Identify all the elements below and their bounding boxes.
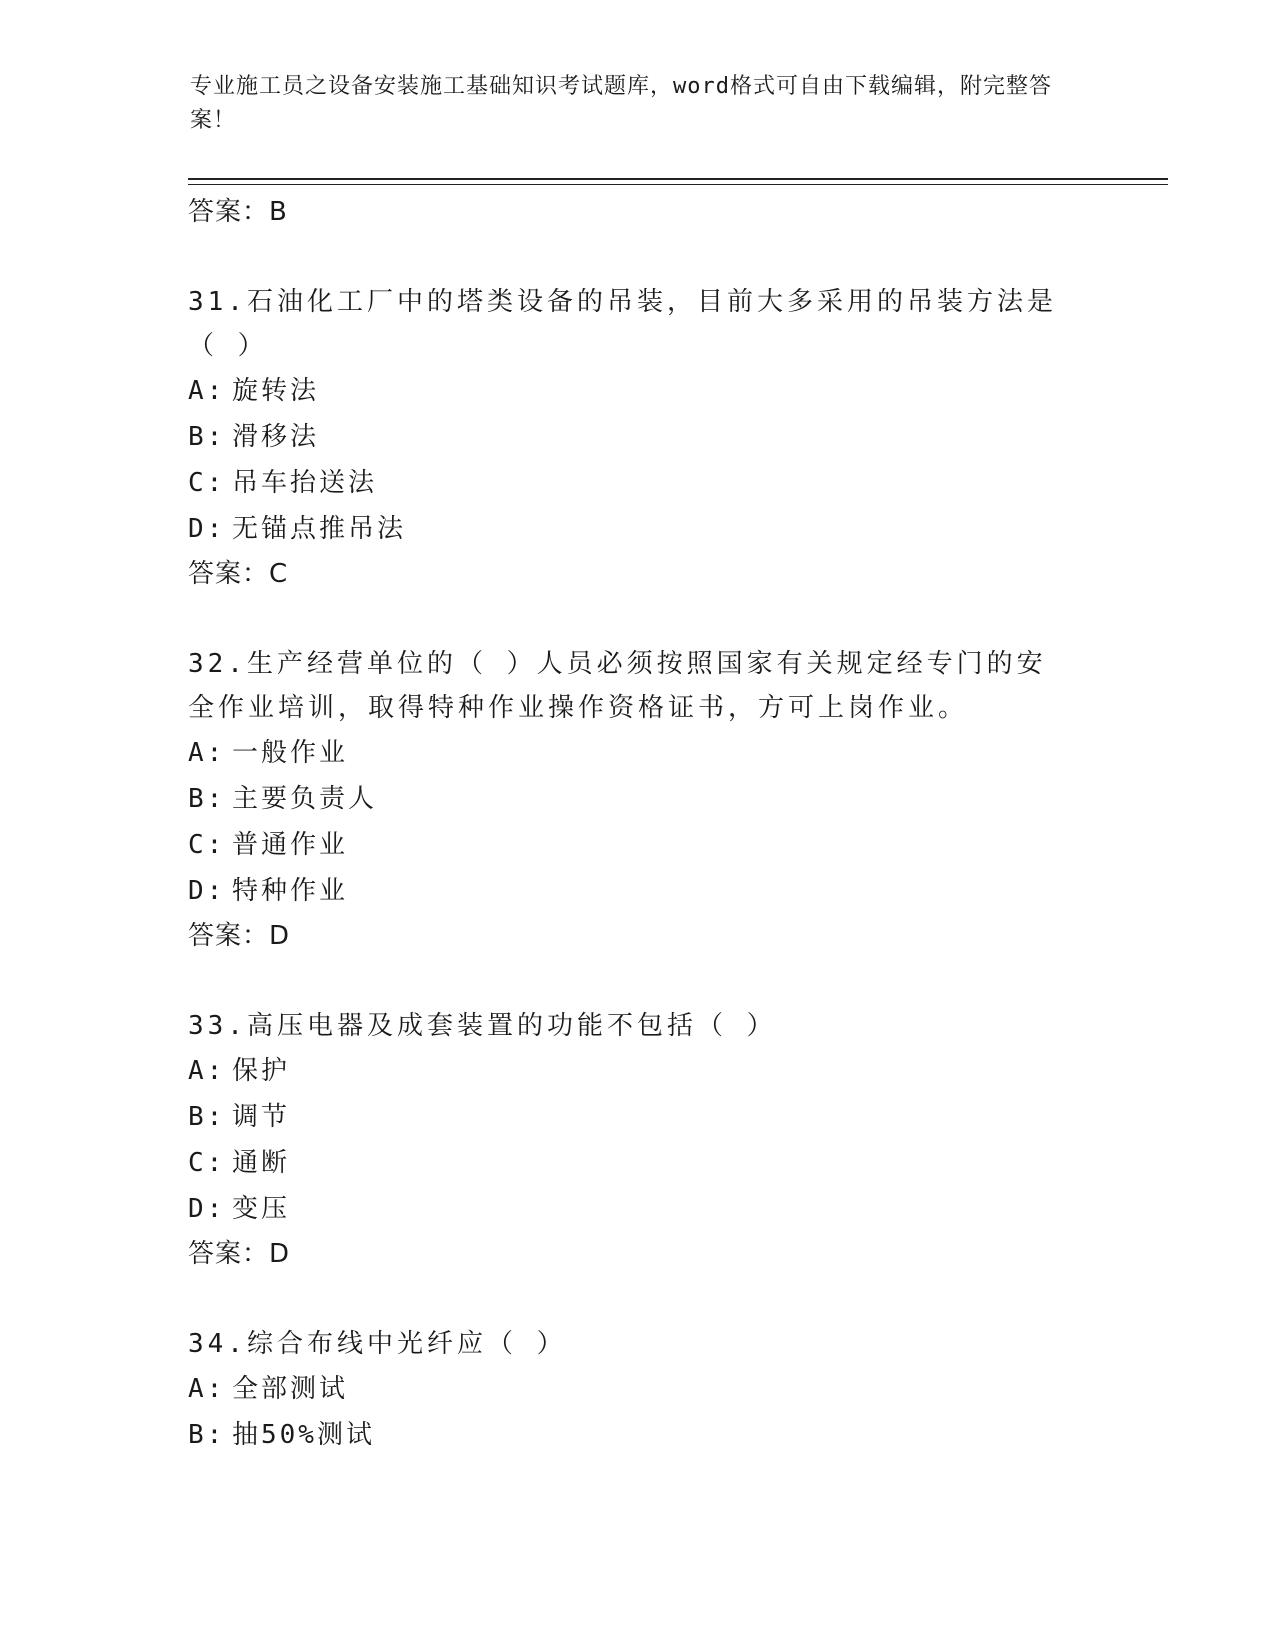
option-a: A: 全部测试 (188, 1374, 349, 1404)
answer-text: 答案：D (188, 921, 291, 951)
question-list (188, 190, 1068, 1458)
answer-text: 答案：D (188, 1239, 291, 1269)
option-a: A: 一般作业 (188, 738, 349, 768)
option-c: C: 吊车抬送法 (188, 468, 378, 498)
header-rule-thin (188, 184, 1168, 185)
option-d: D: 特种作业 (188, 876, 349, 906)
option-d: D: 变压 (188, 1194, 291, 1224)
option-d: D: 无锚点推吊法 (188, 514, 407, 544)
option-b: B: 抽50%测试 (188, 1420, 375, 1450)
option-b: B: 主要负责人 (188, 784, 378, 814)
option-a: A: 保护 (188, 1056, 291, 1086)
question-block-33 (188, 1004, 1068, 1276)
option-c: C: 普通作业 (188, 830, 349, 860)
option-b: B: 调节 (188, 1102, 291, 1132)
question-block-32 (188, 642, 1068, 958)
question-stem: 33.高压电器及成套装置的功能不包括（ ） (188, 1011, 777, 1041)
answer-text: 答案：B (188, 197, 288, 227)
question-block-31 (188, 280, 1068, 596)
question-block-34 (188, 1322, 1068, 1458)
header-rule-thick (188, 178, 1168, 180)
question-stem: 31.石油化工厂中的塔类设备的吊装，目前大多采用的吊装方法是（ ） (188, 287, 1057, 361)
document-header: 专业施工员之设备安装施工基础知识考试题库，word格式可自由下载编辑，附完整答案！ (190, 74, 1052, 133)
option-a: A: 旋转法 (188, 376, 320, 406)
answer-text: 答案：C (188, 559, 289, 589)
option-b: B: 滑移法 (188, 422, 320, 452)
question-stem: 32.生产经营单位的（ ）人员必须按照国家有关规定经专门的安全作业培训，取得特种作业操作资格证书，方可上岗作业。 (188, 649, 1047, 723)
option-c: C: 通断 (188, 1148, 291, 1178)
question-stem: 34.综合布线中光纤应（ ） (188, 1329, 567, 1359)
